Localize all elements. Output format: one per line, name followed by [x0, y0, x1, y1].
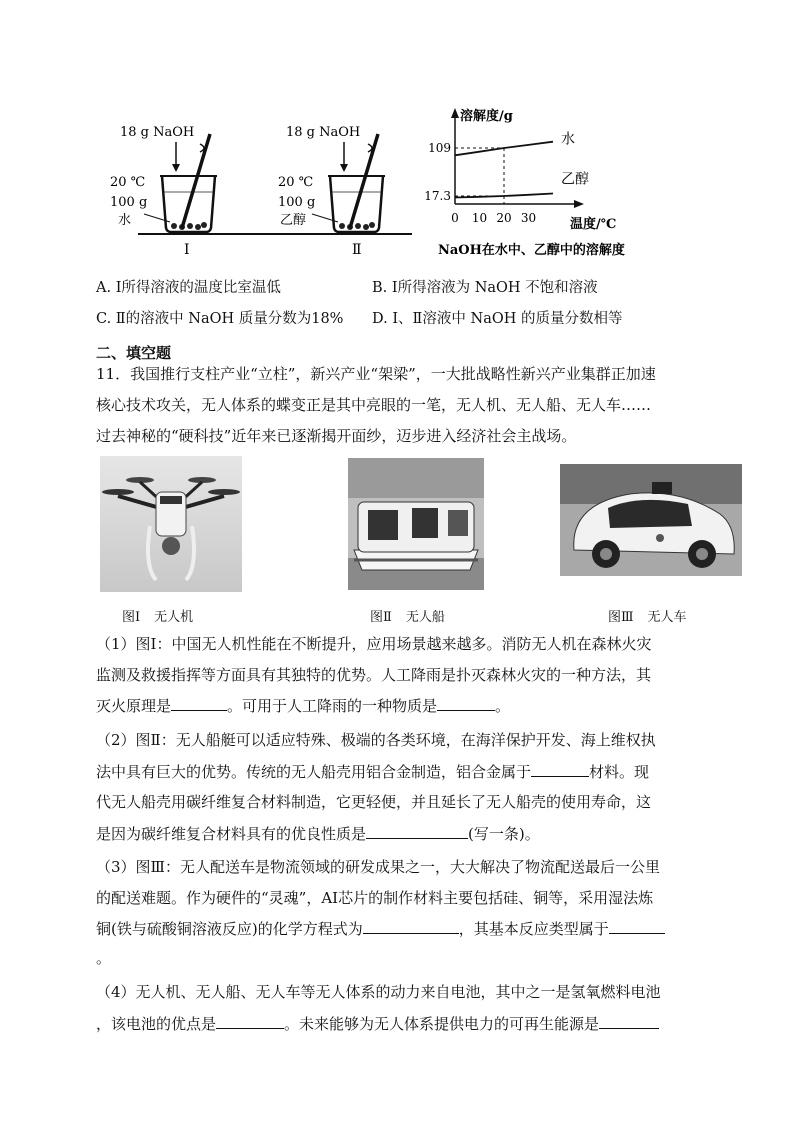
x-axis-arrow — [574, 200, 584, 208]
p2-line-4: 是因为碳纤维复合材料具有的优良性质是 (写一条)。 — [96, 825, 540, 843]
answer-blank-6[interactable] — [609, 918, 665, 934]
answer-blank-5[interactable] — [363, 918, 459, 934]
chart-title: NaOH在水中、乙醇中的溶解度 — [438, 243, 625, 258]
q11-intro-line-1: 11．我国推行支柱产业“立柱”，新兴产业“架梁”，一大批战略性新兴产业集群正加速 — [96, 365, 656, 383]
beaker2-solute: 18 g NaOH — [286, 125, 361, 140]
p2-line-3: 代无人船壳用碳纤维复合材料制造，它更轻便，并且延长了无人船壳的使用寿命，这 — [96, 793, 652, 811]
beaker1-mass: 100 g — [110, 195, 148, 210]
p3-line-4: 。 — [96, 949, 112, 967]
caption-3: 图Ⅲ 无人车 — [608, 610, 687, 625]
section-title: 二、填空题 — [96, 344, 172, 362]
series-label-1: 乙醇 — [561, 171, 589, 188]
p4-line-2: ，该电池的优点是 。未来能够为无人体系提供电力的可再生能源是 — [96, 1013, 659, 1034]
plot-area — [424, 131, 589, 225]
answer-blank-1[interactable] — [171, 695, 227, 711]
caption-2: 图Ⅱ 无人船 — [370, 610, 445, 625]
x-axis-label: 温度/℃ — [570, 217, 617, 232]
beaker-2 — [312, 134, 385, 232]
p3-line-1: （3）图Ⅲ：无人配送车是物流领域的研发成果之一，大大解决了物流配送最后一公里 — [96, 858, 661, 876]
p1-line-2: 监测及救援指挥等方面具有其独特的优势。人工降雨是扑灭森林火灾的一种方法，其 — [96, 666, 652, 684]
boat-image — [348, 458, 484, 590]
answer-blank-8[interactable] — [599, 1013, 659, 1029]
p1-line-1: （1）图Ⅰ：中国无人机性能在不断提升，应用场景越来越多。消防无人机在森林火灾 — [96, 635, 652, 653]
answer-blank-3[interactable] — [531, 761, 589, 777]
q11-intro-line-3: 过去神秘的“硬科技”近年来已逐渐揭开面纱，迈步进入经济社会主战场。 — [96, 427, 577, 445]
beaker1-solute: 18 g NaOH — [120, 125, 195, 140]
option-c: C. Ⅱ的溶液中 NaOH 质量分数为18% — [96, 311, 344, 327]
y-tick-label-0: 17.3 — [424, 189, 451, 203]
beaker1-label: Ⅰ — [184, 242, 190, 258]
car-image — [560, 464, 742, 576]
beaker-1 — [144, 134, 217, 232]
x-tick-label-0: 0 — [451, 211, 459, 225]
option-a: A. Ⅰ所得溶液的温度比室温低 — [96, 280, 281, 296]
y-axis-label: 溶解度/g — [460, 109, 513, 124]
x-tick-label-2: 20 — [496, 211, 512, 225]
y-axis-arrow — [451, 108, 459, 118]
caption-1: 图Ⅰ 无人机 — [122, 610, 194, 625]
option-b: B. Ⅰ所得溶液为 NaOH 不饱和溶液 — [372, 280, 598, 296]
q11-intro-line-2: 核心技术攻关，无人体系的蝶变正是其中亮眼的一笔，无人机、无人船、无人车…… — [96, 396, 652, 414]
solubility-chart — [418, 100, 648, 262]
drone-image — [100, 456, 242, 592]
answer-blank-2[interactable] — [437, 695, 495, 711]
x-tick-label-3: 30 — [520, 211, 537, 225]
p2-line-2: 法中具有巨大的优势。传统的无人船壳用铝合金制造，铝合金属于 材料。现 — [96, 763, 650, 781]
beaker2-mass: 100 g — [278, 195, 316, 210]
beaker2-temp: 20 ℃ — [278, 175, 314, 190]
x-tick-label-1: 10 — [471, 211, 488, 225]
y-tick-label-1: 109 — [428, 141, 451, 155]
p3-line-2: 的配送难题。作为硬件的“灵魂”，AI芯片的制作材料主要包括硅、铜等，采用湿法炼 — [96, 889, 654, 907]
p1-line-3: 灭火原理是 。可用于人工降雨的一种物质是 。 — [96, 697, 511, 715]
beaker2-solvent: 乙醇 — [280, 213, 307, 228]
beaker1-temp: 20 ℃ — [110, 175, 146, 190]
p3-line-3: 铜(铁与硫酸铜溶液反应)的化学方程式为 ，其基本反应类型属于 — [96, 918, 665, 939]
answer-blank-7[interactable] — [216, 1013, 284, 1029]
p2-line-1: （2）图Ⅱ：无人船艇可以适应特殊、极端的各类环境，在海洋保护开发、海上维权执 — [96, 731, 656, 749]
series-label-0: 水 — [561, 131, 575, 148]
beaker2-label: Ⅱ — [352, 242, 362, 258]
beaker1-solvent: 水 — [118, 213, 132, 228]
p4-line-1: （4）无人机、无人船、无人车等无人体系的动力来自电池，其中之一是氢氧燃料电池 — [96, 983, 661, 1001]
beaker-figure — [100, 118, 420, 258]
option-d: D. Ⅰ、Ⅱ溶液中 NaOH 的质量分数相等 — [372, 311, 623, 327]
answer-blank-4[interactable] — [366, 823, 468, 839]
